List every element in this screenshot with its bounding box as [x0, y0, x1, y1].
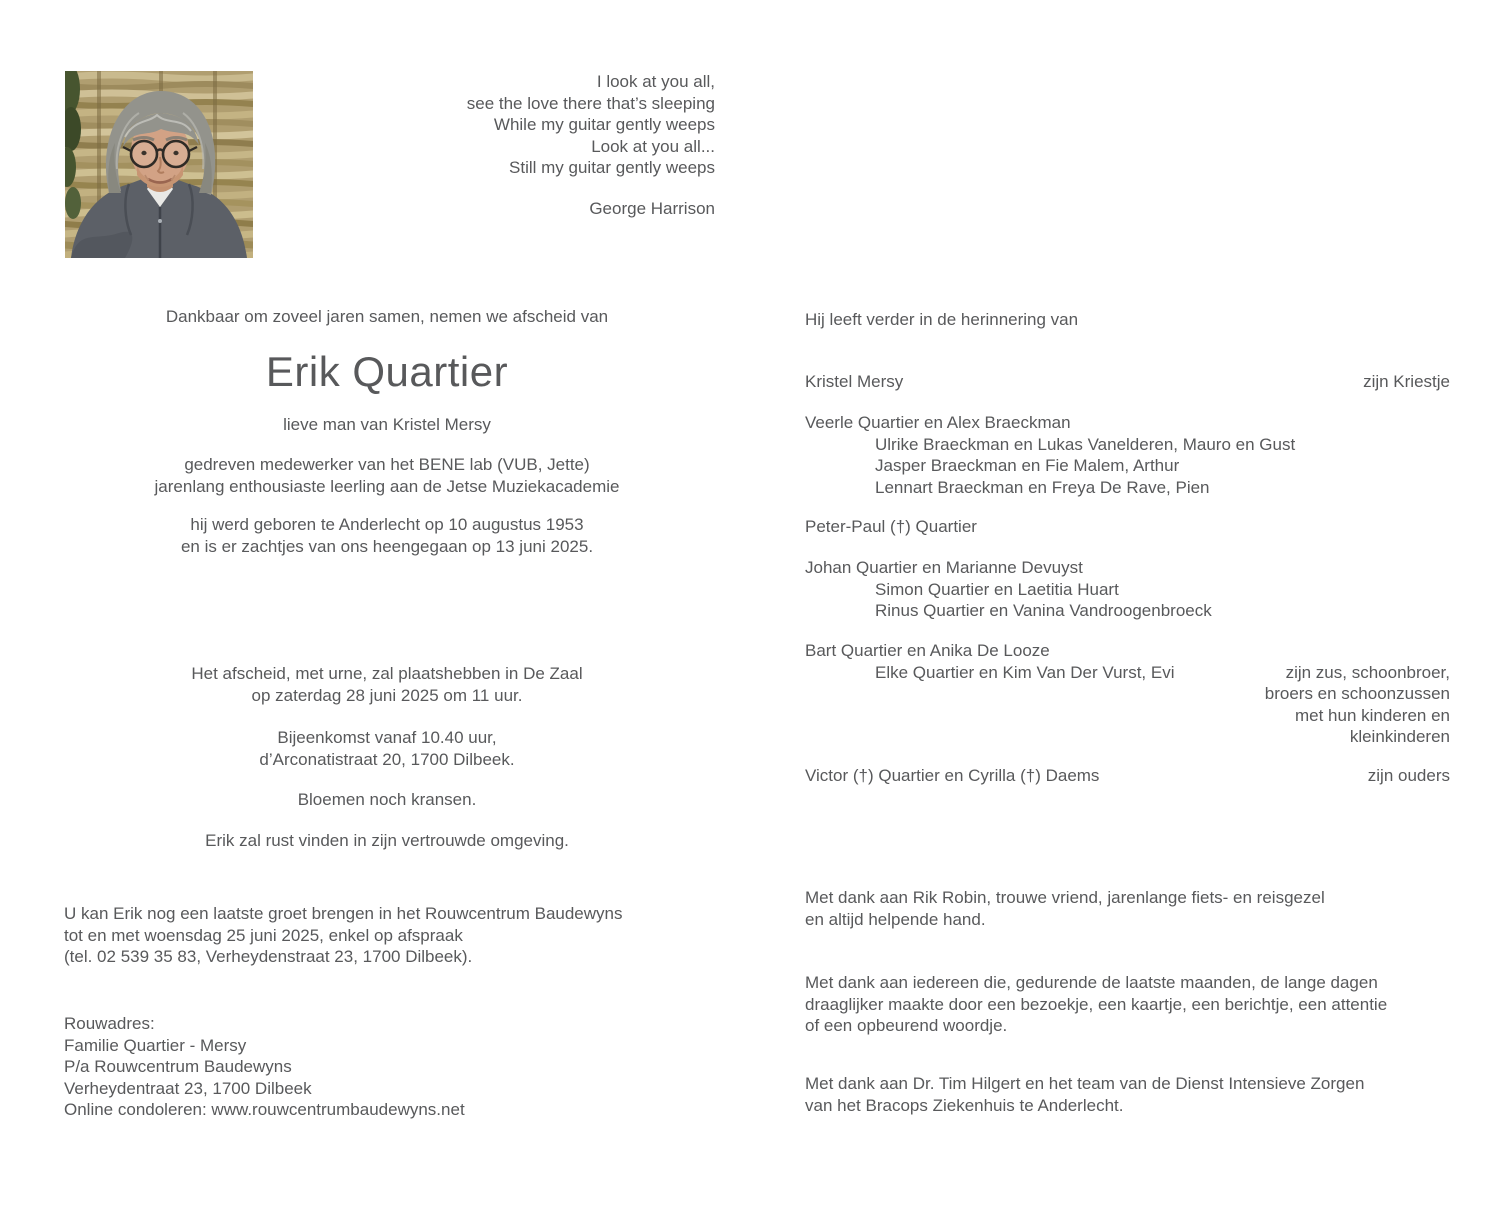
bio-line: jarenlang enthousiaste leerling aan de Jetse Muziekacademie	[154, 476, 620, 496]
quote-line: Look at you all...	[591, 136, 715, 156]
siblings-note-line: broers en schoonzussen	[1264, 684, 1450, 703]
quote-attribution: George Harrison	[589, 198, 715, 218]
family-member-line: Veerle Quartier en Alex Braeckman	[805, 413, 1071, 432]
thanks-line: Met dank aan Rik Robin, trouwe vriend, jarenlange fiets- en reisgezel	[805, 888, 1325, 907]
song-quote	[300, 71, 715, 219]
thanks-line: Met dank aan iedereen die, gedurende de laatste maanden, de lange dagen	[805, 973, 1378, 992]
family-member-line: Ulrike Braeckman en Lukas Vanelderen, Mauro en Gust	[875, 434, 1296, 454]
family-member-row	[805, 662, 1450, 684]
remembrance-header: Hij leeft verder in de herinnering van	[805, 310, 1079, 329]
visitation-line: tot en met woensdag 25 juni 2025, enkel op afspraak	[64, 925, 463, 945]
wife-name: Kristel Mersy	[805, 372, 904, 391]
family-group-veerle	[805, 412, 1450, 498]
family-member-line: Jasper Braeckman en Fie Malem, Arthur	[875, 456, 1180, 475]
condolence-website-line: Online condoleren: www.rouwcentrumbaudewyns.net	[64, 1100, 465, 1119]
thanks-line: Met dank aan Dr. Tim Hilgert en het team van de Dienst Intensieve Zorgen	[805, 1074, 1365, 1093]
quote-line: Still my guitar gently weeps	[509, 158, 715, 177]
family-member-line: Simon Quartier en Laetitia Huart	[875, 579, 1119, 599]
family-group-johan	[805, 557, 1450, 622]
family-member-line: Bart Quartier en Anika De Looze	[805, 641, 1050, 660]
portrait-photo-graphic	[65, 71, 253, 258]
thanks-line: en altijd helpende hand.	[805, 909, 986, 929]
gathering-line: Bijeenkomst vanaf 10.40 uur,	[277, 728, 497, 747]
thanks-line: van het Bracops Ziekenhuis te Anderlecht.	[805, 1095, 1124, 1115]
relation-line: lieve man van Kristel Mersy	[283, 415, 491, 434]
bio-block	[64, 454, 710, 497]
siblings-note-line: kleinkinderen	[1349, 727, 1450, 746]
gathering-line: d’Arconatistraat 20, 1700 Dilbeek.	[259, 749, 515, 769]
farewell-intro: Dankbaar om zoveel jaren samen, nemen we afscheid van	[165, 307, 609, 326]
ceremony-line: op zaterdag 28 juni 2025 om 11 uur.	[251, 685, 523, 705]
deceased-name: Erik Quartier	[265, 348, 509, 395]
wife-nickname: zijn Kriestje	[1363, 372, 1450, 391]
mourning-address-line: Familie Quartier - Mersy	[64, 1035, 247, 1055]
birth-line: hij werd geboren te Anderlecht op 10 augustus 1953	[190, 515, 584, 534]
family-member-line: Rinus Quartier en Vanina Vandroogenbroeck	[875, 601, 1212, 620]
portrait-photo	[65, 71, 253, 258]
parents-names: Victor (†) Quartier en Cyrilla (†) Daems	[805, 766, 1100, 785]
family-member-line: Elke Quartier en Kim Van Der Vurst, Evi	[875, 662, 1175, 682]
visitation-block	[64, 903, 744, 968]
family-member-line: Lennart Braeckman en Freya De Rave, Pien	[875, 477, 1210, 497]
gathering-block	[64, 727, 710, 770]
bio-line: gedreven medewerker van het BENE lab (VUB, Jette)	[184, 455, 590, 474]
visitation-line: U kan Erik nog een laatste groet brengen in het Rouwcentrum Baudewyns	[64, 904, 623, 923]
family-member-peter-paul: Peter-Paul (†) Quartier	[805, 517, 977, 536]
parents-label: zijn ouders	[1367, 766, 1450, 785]
resting-line: Erik zal rust vinden in zijn vertrouwde omgeving.	[205, 831, 569, 850]
quote-line: I look at you all,	[596, 72, 715, 91]
quote-line: see the love there that’s sleeping	[466, 93, 715, 113]
quote-line: While my guitar gently weeps	[493, 115, 715, 134]
ceremony-block	[64, 663, 710, 706]
mourning-address-line: Verheydentraat 23, 1700 Dilbeek	[64, 1078, 312, 1098]
flowers-line: Bloemen noch kransen.	[297, 790, 477, 809]
family-member-line: Johan Quartier en Marianne Devuyst	[805, 558, 1083, 577]
siblings-note-line: met hun kinderen en	[1295, 705, 1450, 725]
thanks-doctor-paragraph	[805, 1073, 1465, 1116]
thanks-line: draaglijker maakte door een bezoekje, een kaartje, een berichtje, een attentie	[805, 994, 1388, 1014]
life-block	[64, 514, 710, 557]
thanks-everyone-paragraph	[805, 972, 1465, 1037]
death-line: en is er zachtjes van ons heengegaan op 13 juni 2025.	[180, 536, 594, 556]
mourning-address-block	[64, 1013, 744, 1121]
mourning-address-line: P/a Rouwcentrum Baudewyns	[64, 1057, 292, 1076]
visitation-line: (tel. 02 539 35 83, Verheydenstraat 23, 1700 Dilbeek).	[64, 947, 473, 966]
mourning-address-label: Rouwadres:	[64, 1014, 155, 1033]
siblings-note-line: zijn zus, schoonbroer,	[1285, 662, 1450, 682]
family-group-bart	[805, 640, 1450, 748]
wife-row	[805, 371, 1450, 393]
ceremony-line: Het afscheid, met urne, zal plaatshebben in De Zaal	[191, 664, 583, 683]
thanks-line: of een opbeurend woordje.	[805, 1016, 1008, 1035]
thanks-friend-paragraph	[805, 887, 1465, 930]
parents-row	[805, 765, 1450, 787]
